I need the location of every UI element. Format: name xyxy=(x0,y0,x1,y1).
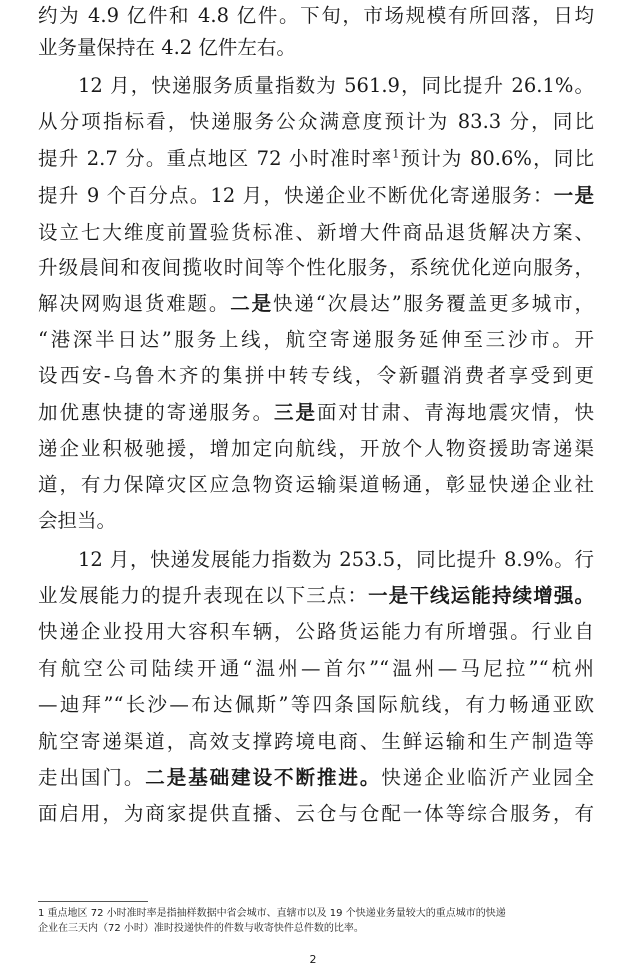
text-segment: 约为 4.9 亿件和 4.8 亿件。下旬，市场规模有所回落，日均 xyxy=(38,4,594,27)
text-segment: 快递企业投用大容积车辆，公路货运能力有所增强。行业自 xyxy=(38,620,594,643)
text-segment: 业务量保持在 4.2 亿件左右。 xyxy=(38,36,296,59)
footnote-line-2: 企业在三天内（72 小时）准时投递快件的件数与收寄快件总件数的比率。 xyxy=(38,923,364,934)
text-segment: 有航空公司陆续开通“温州—首尔”“温州—马尼拉”“杭州 xyxy=(38,657,594,680)
text-segment: 航空寄递渠道，高效支撑跨境电商、生鲜运输和生产制造等 xyxy=(38,730,594,753)
text-segment: 12 月，快递服务质量指数为 561.9，同比提升 26.1%。 xyxy=(78,74,594,97)
text-line xyxy=(38,183,594,209)
text-segment: 会担当。 xyxy=(38,509,117,532)
text-segment: 提升 2.7 分。重点地区 72 小时准时率 xyxy=(38,147,393,170)
text-line xyxy=(38,583,594,609)
text-line xyxy=(38,146,594,172)
text-line xyxy=(38,109,594,135)
text-segment: 设立七大维度前置验货标准、新增大件商品退货解决方案、 xyxy=(38,221,594,244)
text-segment: 加优惠快捷的寄递服务。 xyxy=(38,401,275,424)
page-number: 2 xyxy=(309,953,317,966)
text-segment: 设西安-乌鲁木齐的集拼中转专线，令新疆消费者享受到更 xyxy=(38,364,594,387)
text-segment: 面对甘肃、青海地震灾情，快 xyxy=(316,401,594,424)
bold-phrase: 一是干线运能持续增强。 xyxy=(368,584,594,607)
text-line xyxy=(38,255,594,281)
text-segment: 递企业积极驰援，增加定向航线，开放个人物资援助寄递渠 xyxy=(38,437,594,460)
text-segment: 走出国门。 xyxy=(38,766,146,789)
text-line xyxy=(38,35,594,61)
footnote-rule xyxy=(38,901,148,902)
text-segment: 面启用，为商家提供直播、云仓与仓配一体等综合服务，有 xyxy=(38,802,594,825)
text-segment: 升级晨间和夜间揽收时间等个性化服务，系统优化逆向服务， xyxy=(38,256,594,279)
text-line xyxy=(38,729,594,755)
text-line xyxy=(38,291,594,317)
text-segment: 解决网购退货难题。 xyxy=(38,292,231,315)
text-line xyxy=(78,73,594,99)
text-segment: 从分项指标看，快递服务公众满意度预计为 83.3 分，同比 xyxy=(38,110,594,133)
text-line xyxy=(38,765,594,791)
text-line xyxy=(38,220,594,246)
bold-phrase: 二是 xyxy=(230,292,274,315)
text-line xyxy=(38,363,594,389)
text-segment: 道，有力保障灾区应急物资运输渠道畅通，彰显快递企业社 xyxy=(38,473,594,496)
text-segment: “港深半日达”服务上线，航空寄递服务延伸至三沙市。开 xyxy=(38,328,594,351)
text-line xyxy=(38,472,594,498)
text-line xyxy=(38,692,594,718)
text-segment: 12 月，快递发展能力指数为 253.5，同比提升 8.9%。行 xyxy=(78,548,594,571)
text-segment: 业发展能力的提升表现在以下三点： xyxy=(38,584,369,607)
text-segment: 预计为 80.6%，同比 xyxy=(399,147,594,170)
text-segment: 提升 9 个百分点。12 月，快递企业不断优化寄递服务： xyxy=(38,184,554,207)
bold-phrase: 一是 xyxy=(553,184,594,207)
text-line xyxy=(38,619,594,645)
footnote-ref: 1 xyxy=(392,147,400,161)
text-segment: 快递企业临沂产业园全 xyxy=(381,766,594,789)
footnote-line-1: 1 重点地区 72 小时准时率是指抽样数据中省会城市、直辖市以及 19 个快递业务量较大的重点城市的快递 xyxy=(38,908,506,919)
text-line xyxy=(78,547,594,573)
text-segment: —迪拜”“长沙—布达佩斯”等四条国际航线，有力畅通亚欧 xyxy=(38,693,594,716)
text-line xyxy=(38,508,594,534)
text-line xyxy=(38,436,594,462)
text-line xyxy=(38,3,594,29)
text-line xyxy=(38,327,594,353)
bold-phrase: 二是基础建设不断推进。 xyxy=(145,766,382,789)
bold-phrase: 三是 xyxy=(274,401,317,424)
text-line xyxy=(38,801,594,827)
text-line xyxy=(38,400,594,426)
text-segment: 快递“次晨达”服务覆盖更多城市， xyxy=(273,292,594,315)
text-line xyxy=(38,656,594,682)
